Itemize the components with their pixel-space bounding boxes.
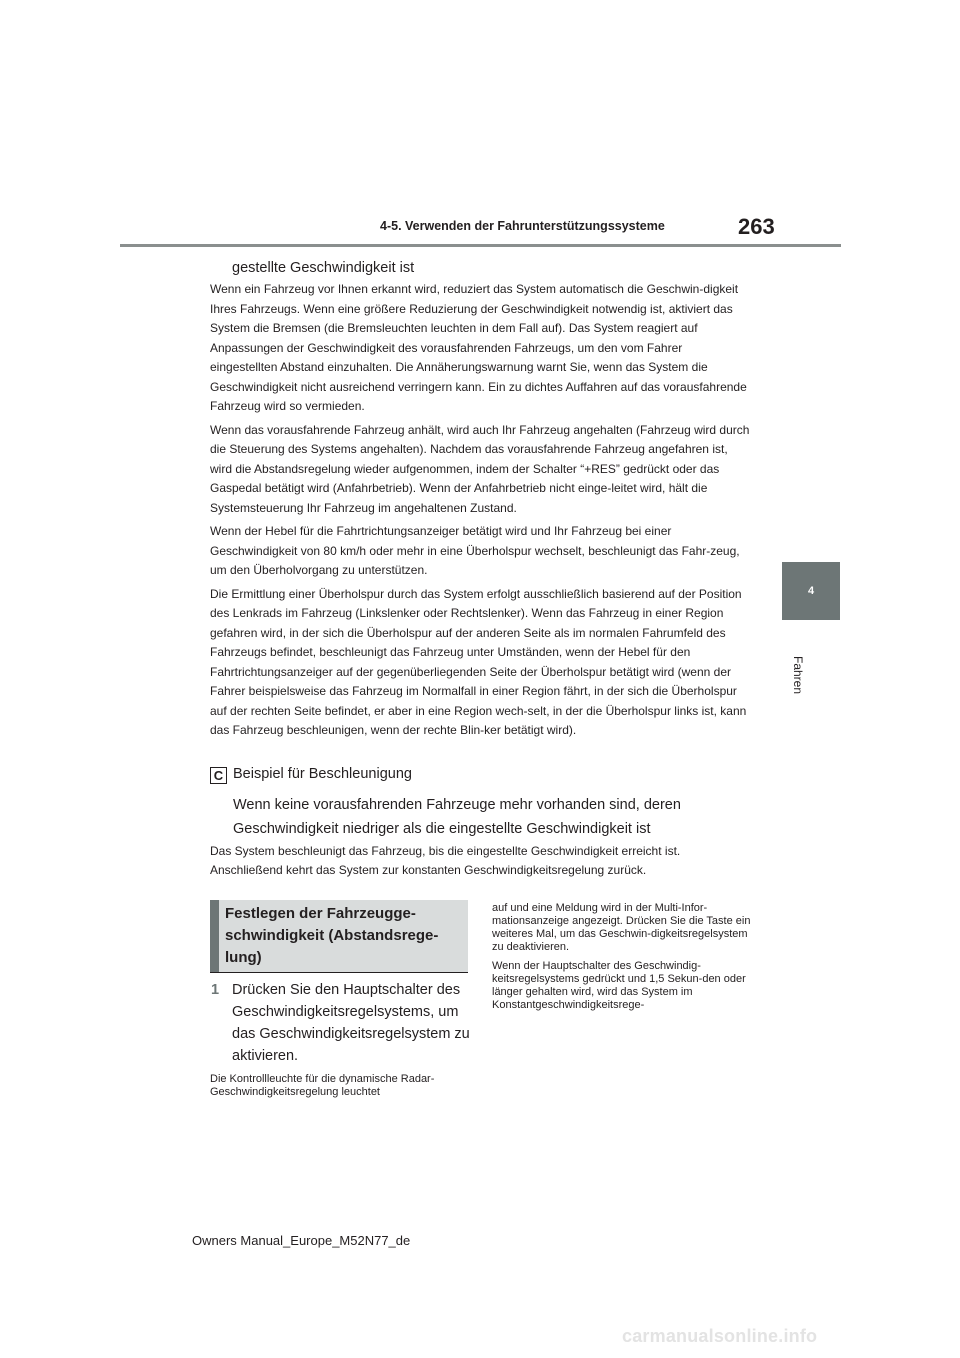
right-paragraph-1: auf und eine Meldung wird in der Multi-Infor-mationsanzeige angezeigt. Drücken Sie die Taste ein weiteres Mal, um das Geschwin-digkeitsregelsystem zu deaktivieren. xyxy=(492,902,751,953)
c-lead: Wenn keine vorausfahrenden Fahrzeuge mehr vorhanden sind, deren Geschwindigkeit niedriger als die eingestellte Geschwindigkeit ist xyxy=(233,797,681,837)
paragraph-stop-start: Wenn das vorausfahrende Fahrzeug anhält, wird auch Ihr Fahrzeug angehalten (Fahrzeug wird durch die Steuerung des Systems angehalten). Nachdem das vorausfahrende Fahrzeug angefahren ist, wird die Abstandsregelung wieder aufgenommen, indem der Schalter “+RES” gedrückt oder das Gaspedal betätigt wird (Anfahrbetrieb). Wenn der Anfahrbetrieb nicht einge-leitet wird, hält die Systemsteuerung Ihr Fahrzeug im angehaltenen Zustand. xyxy=(210,422,750,515)
c-body xyxy=(210,842,750,880)
step-number: 1 xyxy=(211,982,220,998)
right-column xyxy=(492,902,754,1018)
paragraph-overtake-assist: Wenn der Hebel für die Fahrtrichtungsanzeiger betätigt wird und Ihr Fahrzeug bei einer Geschwindigkeit von 80 km/h oder mehr in eine Überholspur wechselt, beschleunigt das Fahr-zeug, um den Überholvorgang zu unterstützen. xyxy=(210,524,740,577)
header-divider xyxy=(120,244,841,247)
right-paragraph-2: Wenn der Hauptschalter des Geschwindig-keitsregelsystems gedrückt und 1,5 Sekun-den oder länger gehalten wird, wird das System im Konstantgeschwindigkeitsrege- xyxy=(492,960,746,1011)
c-body-line-1: Das System beschleunigt das Fahrzeug, bis die eingestellte Geschwindigkeit erreicht ist. xyxy=(210,844,681,858)
section-header: 4-5. Verwenden der Fahrunterstützungssysteme xyxy=(380,219,665,233)
step-note: Die Kontrollleuchte für die dynamische Radar-Geschwindigkeitsregelung leuchtet xyxy=(210,1073,435,1098)
chapter-tab: 4 xyxy=(782,562,840,620)
section-heading-rule xyxy=(210,972,468,973)
section-heading-accent xyxy=(210,900,219,972)
paragraph-speed-reduction: Wenn ein Fahrzeug vor Ihnen erkannt wird, reduziert das System automatisch die Geschwin-digkeit Ihres Fahrzeugs. Wenn eine größere Reduzierung der Geschwindigkeit notwendig ist, aktiviert das System die Bremsen (die Bremsleuchten leuchten in dem Fall auf). Das System reagiert auf Anpassungen der Geschwindigkeit des vorausfahrenden Fahrzeugs, um den vom Fahrer eingestellten Abstand einzuhalten. Die Annäherungswarnung warnt Sie, wenn das System die Geschwindigkeit nicht ausreichend verringern kann. Ein zu dichtes Auffahren auf das vorausfahrende Fahrzeug wird so vermieden. xyxy=(210,282,747,413)
body-paragraphs xyxy=(210,280,750,745)
paragraph-overtake-lane: Die Ermittlung einer Überholspur durch das System erfolgt ausschließlich basierend auf der Position des Lenkrads im Fahrzeug (Linkslenker oder Rechtslenker). Wenn das Fahrzeug in einer Region gefahren wird, in der sich die Überholspur auf der anderen Seite als im normalen Fahrumfeld des Fahrzeugs befindet, beschleunigt das Fahrzeug unter Umständen, wenn der Hebel für den Fahrtrichtungsanzeiger auf der gegenüberliegenden Seite der Überholspur betätigt wird (wenn der Fahrer beispielsweise das Fahrzeug im Normalfall in einer Region fährt, in der sich die Überholspur auf der rechten Seite befindet, er aber in eine Region wech-selt, in der die Überholspur links ist, kann das Fahrzeug beschleunigen, wenn der rechte Blin-ker betätigt wird). xyxy=(210,586,747,737)
watermark: carmanualsonline.info xyxy=(622,1326,818,1346)
step-text: Drücken Sie den Hauptschalter des Geschwindigkeitsregelsystems, um das Geschwindigkeitsregelsystem zu aktivieren. xyxy=(232,982,470,1064)
chapter-label: Fahren xyxy=(791,656,805,695)
page-number: 263 xyxy=(738,214,775,239)
footer-text: Owners Manual_Europe_M52N77_de xyxy=(192,1233,411,1248)
section-heading: Festlegen der Fahrzeugge-schwindigkeit (Abstandsrege-lung) xyxy=(225,905,439,966)
c-marker-box: C xyxy=(210,767,227,784)
c-title: Beispiel für Beschleunigung xyxy=(233,766,412,782)
c-body-line-2: Anschließend kehrt das System zur konstanten Geschwindigkeitsregelung zurück. xyxy=(210,863,647,877)
lead-line: gestellte Geschwindigkeit ist xyxy=(232,260,415,276)
